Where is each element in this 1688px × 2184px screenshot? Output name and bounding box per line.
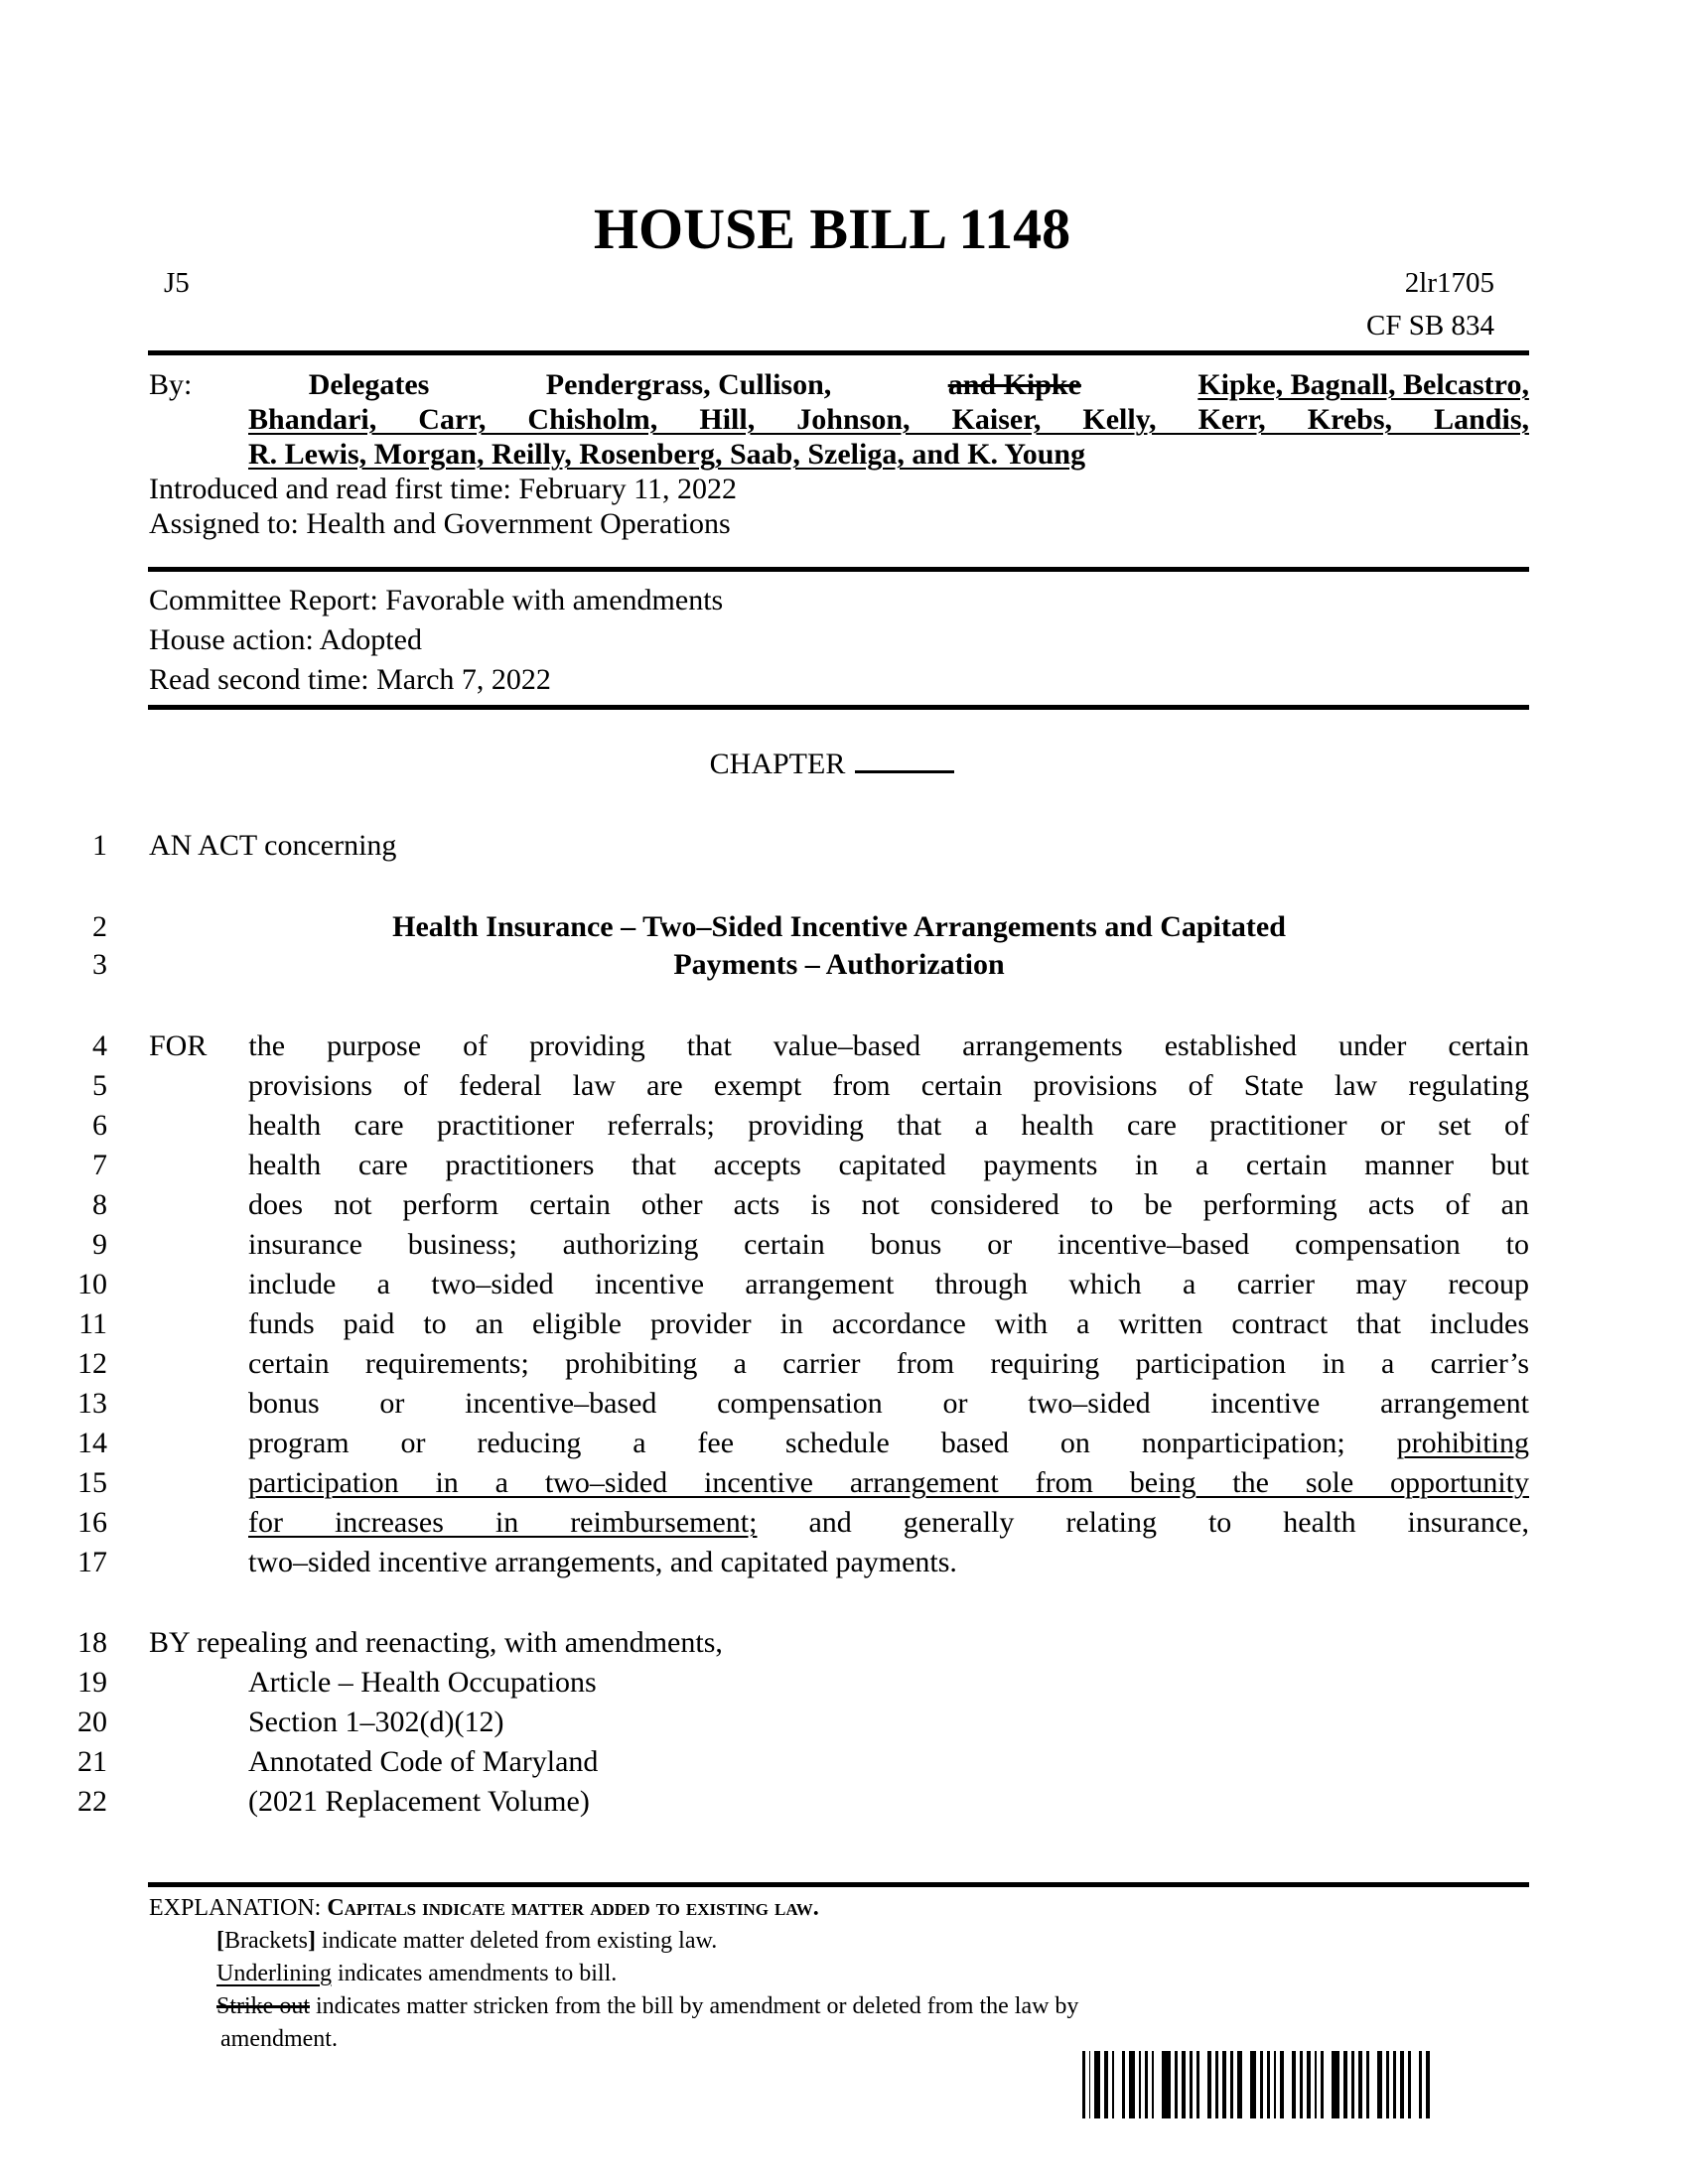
barcode-bar (1139, 2051, 1141, 2118)
barcode-bar (1162, 2051, 1171, 2118)
added-sponsors-1: Kipke, Bagnall, Belcastro, (1197, 368, 1529, 401)
line-number: 18 (77, 1626, 107, 1659)
barcode-bar (1237, 2051, 1242, 2118)
explanation-line (149, 1892, 819, 1925)
explanation-rule (148, 1882, 1529, 1887)
cross-file-code: CF SB 834 (1366, 310, 1494, 341)
committee-report: Committee Report: Favorable with amendments (149, 584, 724, 616)
barcode-bar (1292, 2051, 1296, 2118)
line-number: 22 (77, 1785, 107, 1818)
line-number: 20 (77, 1706, 107, 1738)
barcode-bar (1182, 2051, 1186, 2118)
by-label: By: (149, 368, 193, 401)
purpose-line: FOR the purpose of providing that value–based arrangements established under certain (149, 1029, 1529, 1062)
line-number: 19 (77, 1666, 107, 1699)
chapter-heading (0, 745, 1664, 782)
line-number: 13 (77, 1387, 107, 1420)
barcode-bar (1408, 2051, 1411, 2118)
purpose-text: program or reducing a fee schedule based on nonparticipation; (248, 1427, 1345, 1459)
barcode-bar (1366, 2051, 1369, 2118)
barcode-bar (1393, 2051, 1396, 2118)
barcode-bar (1274, 2051, 1276, 2118)
barcode-bar (1196, 2051, 1199, 2118)
bill-subject-title-2: Payments – Authorization (673, 948, 1005, 981)
line-number: 9 (92, 1228, 107, 1261)
barcode-bar (1343, 2051, 1347, 2118)
purpose-line: bonus or incentive–based compensation or two–sided incentive arrangement (248, 1387, 1529, 1420)
line-number: 3 (92, 948, 107, 981)
purpose-line: health care practitioners that accepts capitated payments in a certain manner but (248, 1149, 1529, 1181)
line-number: 11 (78, 1307, 107, 1340)
barcode-bar (1082, 2051, 1085, 2118)
line-number: 4 (92, 1029, 107, 1062)
line-number: 14 (77, 1427, 107, 1459)
barcode-bar (1280, 2051, 1284, 2118)
house-action: House action: Adopted (149, 623, 422, 656)
barcode-bar (1129, 2051, 1135, 2118)
subject-code: J5 (164, 267, 190, 299)
section-ref: Section 1–302(d)(12) (248, 1706, 504, 1738)
assigned-committee: Assigned to: Health and Government Operations (149, 507, 731, 540)
barcode-bar (1400, 2051, 1404, 2118)
barcode-bar (1122, 2051, 1125, 2118)
brackets-legend: [Brackets] indicate matter deleted from existing law. (216, 1928, 718, 1954)
barcode (1082, 2051, 1489, 2118)
by-repealing: BY repealing and reenacting, with amendments, (149, 1626, 723, 1659)
barcode-bar (1386, 2051, 1389, 2118)
barcode-bar (1250, 2051, 1256, 2118)
strikeout-legend: Strike out indicates matter stricken from the bill by amendment or deleted from the law by (216, 1993, 1079, 2019)
barcode-bar (1152, 2051, 1154, 2118)
barcode-bar (1358, 2051, 1362, 2118)
act-concerning: AN ACT concerning (149, 829, 397, 862)
purpose-line-14 (248, 1424, 1529, 1463)
line-number: 2 (92, 910, 107, 943)
amendment-text: for increases in reimbursement; (248, 1506, 758, 1539)
purpose-line-15 (248, 1463, 1529, 1503)
barcode-bar (1267, 2051, 1270, 2118)
purpose-line: funds paid to an eligible provider in accordance with a written contract that includes (248, 1307, 1529, 1340)
barcode-bar (1094, 2051, 1100, 2118)
barcode-bar (1104, 2051, 1108, 2118)
barcode-bar (1307, 2051, 1311, 2118)
header-rule (148, 350, 1529, 355)
added-sponsors-2: Bhandari, Carr, Chisholm, Hill, Johnson, Kaiser, Kelly, Kerr, Krebs, Landis, (248, 403, 1529, 436)
purpose-line-16 (248, 1503, 1529, 1543)
barcode-bar (1230, 2051, 1233, 2118)
stricken-sponsor: and Kipke (947, 368, 1081, 401)
line-number: 7 (92, 1149, 107, 1181)
purpose-line: two–sided incentive arrangements, and capitated payments. (248, 1546, 957, 1578)
barcode-bar (1377, 2051, 1382, 2118)
drafting-code: 2lr1705 (1404, 267, 1494, 299)
line-number: 16 (77, 1506, 107, 1539)
line-number: 6 (92, 1109, 107, 1142)
barcode-bar (1260, 2051, 1263, 2118)
article-ref: Article – Health Occupations (248, 1666, 597, 1699)
introduced-date: Introduced and read first time: February 11, 2022 (149, 473, 738, 505)
barcode-bar (1175, 2051, 1178, 2118)
purpose-line: does not perform certain other acts is not considered to be performing acts of an (248, 1188, 1529, 1221)
barcode-bar (1300, 2051, 1303, 2118)
purpose-line: certain requirements; prohibiting a carrier from requiring participation in a carrier’s (248, 1347, 1529, 1380)
sponsor-line-3 (248, 437, 1085, 472)
chapter-label: CHAPTER (709, 748, 846, 780)
barcode-bar (1351, 2051, 1354, 2118)
barcode-bar (1419, 2051, 1422, 2118)
strikeout-legend-cont: amendment. (220, 2026, 338, 2052)
line-number: 21 (77, 1745, 107, 1778)
second-reading: Read second time: March 7, 2022 (149, 663, 551, 696)
barcode-bar (1315, 2051, 1317, 2118)
bill-subject-title-1: Health Insurance – Two–Sided Incentive Arrangements and Capitated (392, 910, 1286, 943)
barcode-bar (1089, 2051, 1090, 2118)
line-number: 5 (92, 1069, 107, 1102)
purpose-text: and generally relating to health insurance, (808, 1506, 1530, 1539)
sponsor-line-1 (149, 367, 1529, 402)
code-ref: Annotated Code of Maryland (248, 1745, 599, 1778)
purpose-line: include a two–sided incentive arrangement through which a carrier may recoup (248, 1268, 1529, 1300)
chapter-number-blank (855, 745, 954, 773)
line-number: 10 (77, 1268, 107, 1300)
amendment-text: prohibiting (1396, 1427, 1529, 1459)
barcode-bar (1222, 2051, 1226, 2118)
action-rule (148, 705, 1529, 710)
amendment-text: participation in a two–sided incentive arrangement from being the sole opportunity (248, 1466, 1529, 1499)
barcode-bar (1321, 2051, 1324, 2118)
purpose-line: health care practitioner referrals; providing that a health care practitioner or set of (248, 1109, 1529, 1142)
volume-ref: (2021 Replacement Volume) (248, 1785, 590, 1818)
barcode-bar (1215, 2051, 1218, 2118)
barcode-bar (1112, 2051, 1114, 2118)
sponsor-line-2 (248, 402, 1529, 437)
barcode-bar (1190, 2051, 1193, 2118)
capitals-legend: Capitals indicate matter added to existing law. (327, 1895, 819, 1921)
added-sponsors-3: R. Lewis, Morgan, Reilly, Rosenberg, Saab, Szeliga, and K. Young (248, 438, 1086, 471)
purpose-line: insurance business; authorizing certain bonus or incentive–based compensation to (248, 1228, 1529, 1261)
explanation-label: EXPLANATION: (149, 1895, 322, 1921)
history-rule (148, 567, 1529, 572)
purpose-line: provisions of federal law are exempt from certain provisions of State law regulating (248, 1069, 1529, 1102)
delegates-label: Delegates (308, 368, 430, 401)
original-sponsors: Pendergrass, Cullison, (545, 368, 832, 401)
line-number: 12 (77, 1347, 107, 1380)
line-number: 1 (92, 829, 107, 862)
barcode-bar (1332, 2051, 1339, 2118)
line-number: 17 (77, 1546, 107, 1578)
underlining-legend: Underlining indicates amendments to bill. (216, 1961, 618, 1986)
barcode-bar (1207, 2051, 1211, 2118)
line-number: 8 (92, 1188, 107, 1221)
bill-title: HOUSE BILL 1148 (593, 197, 1071, 261)
barcode-bar (1145, 2051, 1148, 2118)
barcode-bar (1426, 2051, 1430, 2118)
line-number: 15 (77, 1466, 107, 1499)
